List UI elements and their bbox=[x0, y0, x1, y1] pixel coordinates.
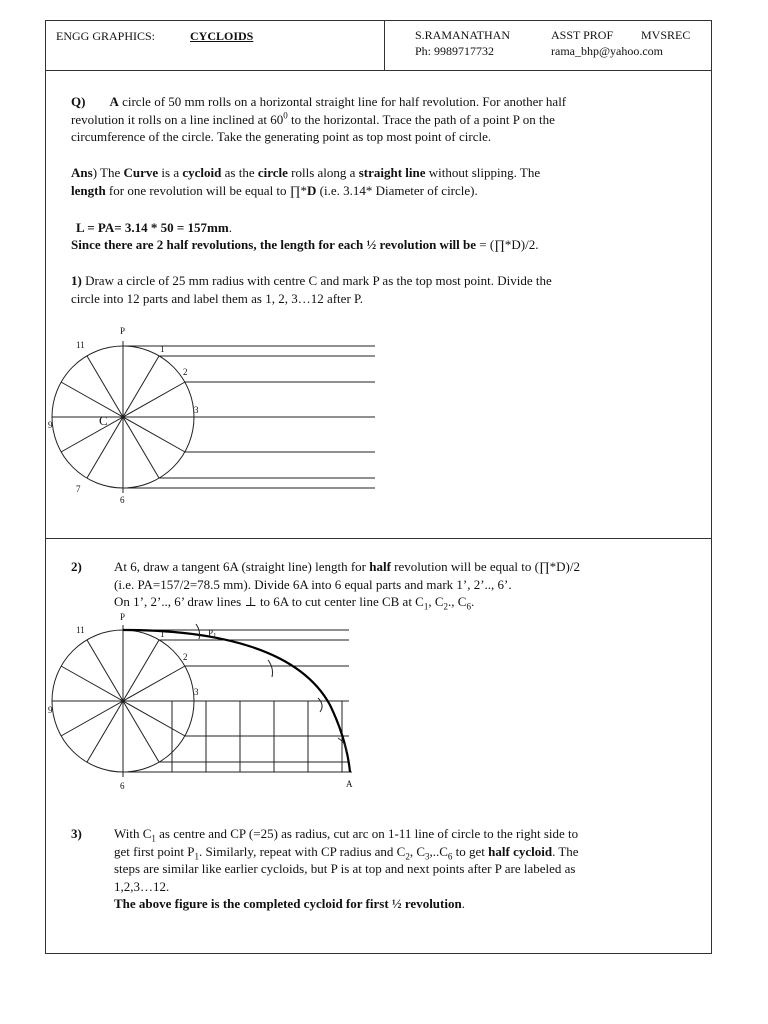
step1-number: 1) bbox=[71, 273, 82, 288]
figure2-label-6: 6 bbox=[120, 781, 125, 791]
perpendicular-symbol: ⊥ bbox=[244, 594, 257, 609]
question-label: Q) bbox=[71, 94, 86, 109]
question-text: Q) A circle of 50 mm rolls on a horizontal straight line for half revolution. For another half revolution it rolls on a line inclined at $60^0$ to the horizontal. Trace the path of a point P on the circumference of the circle. Take the generating point as top most point of circle. bbox=[71, 94, 567, 144]
figure2-arc-mark bbox=[196, 624, 200, 639]
figure1-label-p: P bbox=[120, 326, 126, 336]
step2-text: At 6, draw a tangent 6A (straight line) length for half revolution will be equal to (∏*D)/2 (i.e. PA=157/2=78.5 mm). Divide 6A into 6 equal parts and mark 1’, 2’.., 6’. On 1’, 2’.., 6’ draw lines ⊥ to 6A to cut center line CB at $C_1$, $C_2$., $C_6$. bbox=[114, 559, 580, 612]
topic-title: CYCLOIDS bbox=[190, 29, 254, 43]
institute-name: MVSREC bbox=[641, 28, 691, 42]
figure2-label-1: 1 bbox=[160, 629, 165, 639]
author-phone: Ph: 9989717732 bbox=[415, 44, 495, 58]
figure1-label-1: 1 bbox=[160, 344, 165, 354]
figure1-label-7: 7 bbox=[76, 484, 81, 494]
figure2-arc-mark bbox=[318, 698, 322, 712]
half-revolution-line: Since there are 2 half revolutions, the length for each ½ revolution will be = (∏*D)/2. bbox=[71, 237, 539, 252]
course-title: ENGG GRAPHICS: bbox=[56, 29, 156, 43]
figure2-arc-mark bbox=[268, 660, 273, 677]
figure1-label-11: 11 bbox=[76, 340, 85, 350]
step1-text: 1) Draw a circle of 25 mm radius with centre C and mark P as the top most point. Divide the circle into 12 parts and label them as 1, 2, 3…12 after P. bbox=[71, 273, 552, 306]
answer-label: Ans bbox=[71, 165, 93, 180]
figure1-label-3: 3 bbox=[194, 405, 199, 415]
author-name: S.RAMANATHAN bbox=[415, 28, 511, 42]
figure1-label-2: 2 bbox=[183, 367, 188, 377]
author-designation: ASST PROF bbox=[551, 28, 614, 42]
figure2-label-2: 2 bbox=[183, 652, 188, 662]
figure1-label-6: 6 bbox=[120, 495, 125, 505]
step3-text: With $C_1$ as centre and CP (=25) as radius, cut arc on 1-11 line of circle to the right side to get first point $P_1$. Similarly, repeat with CP radius and $C_2$, $C_3,..C_6$ to get half cycloid. The steps are similar like earlier cycloids, but P is at top and next points after P are labeled as 1,2,3…12. The above figure is the completed cycloid for first ½ revolution. bbox=[114, 826, 579, 911]
figure2-label-9: 9 bbox=[48, 705, 53, 715]
step3-number: 3) bbox=[71, 826, 82, 841]
figure1-label-c: C bbox=[99, 413, 108, 428]
figure2-label-a: A bbox=[346, 779, 353, 789]
formula-line: L = PA= 3.14 * 50 = 157mm. bbox=[76, 220, 232, 235]
author-email: rama_bhp@yahoo.com bbox=[551, 44, 664, 58]
figure2-label-3: 3 bbox=[194, 687, 199, 697]
figure2-label-p1: $P_1$ bbox=[208, 628, 217, 640]
figure2-label-11: 11 bbox=[76, 625, 85, 635]
answer-text: Ans) The Curve is a cycloid as the circle rolls along a straight line without slipping. The length for one revolution will be equal to ∏*D (i.e. 3.14* Diameter of circle). bbox=[71, 165, 541, 198]
figure2-label-p: P bbox=[120, 612, 126, 622]
figure1-label-9: 9 bbox=[48, 420, 53, 430]
step2-number: 2) bbox=[71, 559, 82, 574]
